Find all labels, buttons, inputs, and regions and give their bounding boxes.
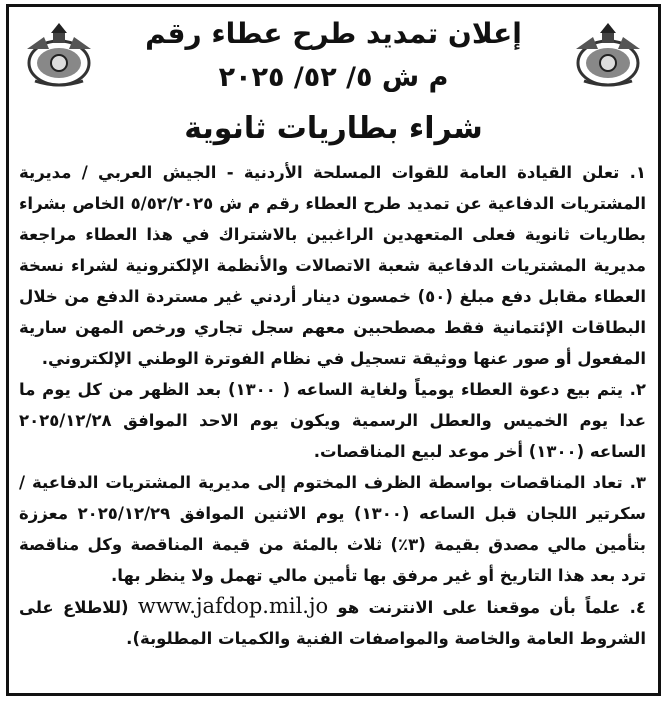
- tender-number: م ش ٥/ ٥٢/ ٢٠٢٥: [218, 62, 449, 93]
- website-link[interactable]: www.jafdop.mil.jo: [137, 594, 329, 618]
- jaf-emblem-icon: [568, 19, 648, 89]
- clause-4: [19, 591, 646, 654]
- jaf-emblem-icon: [19, 19, 99, 89]
- tender-subject: شراء بطاريات ثانوية: [184, 111, 483, 146]
- announcement-frame: [6, 4, 661, 696]
- announcement-body: [19, 157, 646, 654]
- clause-3: ٣. تعاد المناقصات بواسطة الظرف المختوم إلى مديرية المشتريات الدفاعية / سكرتير اللجان قبل الساعه (١٣٠٠) يوم الاثنين الموافق ٢٠٢٥/١٢/٢٩ معززة بتأمين مالي مصدق بقيمة (٣٪) ثلاث بالمئة من قيمة المناقصة وكل مناقصة ترد بعد هذا التاريخ أو غير مرفق بها تأمين مالي تهمل ولا ينظر بها.: [19, 473, 647, 585]
- clause-2: ٢. يتم بيع دعوة العطاء يومياً ولغاية الساعه ( ١٣٠٠) بعد الظهر من كل يوم ما عدا يوم الخميس والعطل الرسمية ويكون يوم الاحد الموافق ٢٠٢٥/١٢/٢٨ الساعه (١٣٠٠) أخر موعد لبيع المناقصات.: [19, 380, 646, 461]
- announcement-title: إعلان تمديد طرح عطاء رقم: [145, 17, 522, 50]
- clause-4-details: (للاطلاع على الشروط العامة والخاصة والمواصفات الفنية والكميات المطلوبة).: [19, 598, 646, 648]
- clause-1: ١. تعلن القيادة العامة للقوات المسلحة الأردنية - الجيش العربي / مديرية المشتريات الدفاعية عن تمديد طرح العطاء رقم م ش ٥/٥٢/٢٠٢٥ الخاص بشراء بطاريات ثانوية فعلى المتعهدين الراغبين بالاشتراك في هذا العطاء مراجعة مديرية المشتريات الدفاعية شعبة الاتصالات والأنظمة الإلكترونية لشراء نسخة العطاء مقابل دفع مبلغ (٥٠) خمسون دينار أردني غير مستردة الدفع من خلال البطاقات الإئتمانية فقط مصطحبين معهم سجل تجاري ورخص المهن سارية المفعول أو صور عنها ووثيقة تسجيل في نظام الفوترة الوطني الإلكتروني.: [19, 163, 647, 368]
- clause-4-intro: ٤. علماً بأن موقعنا على الانترنت هو: [337, 598, 646, 617]
